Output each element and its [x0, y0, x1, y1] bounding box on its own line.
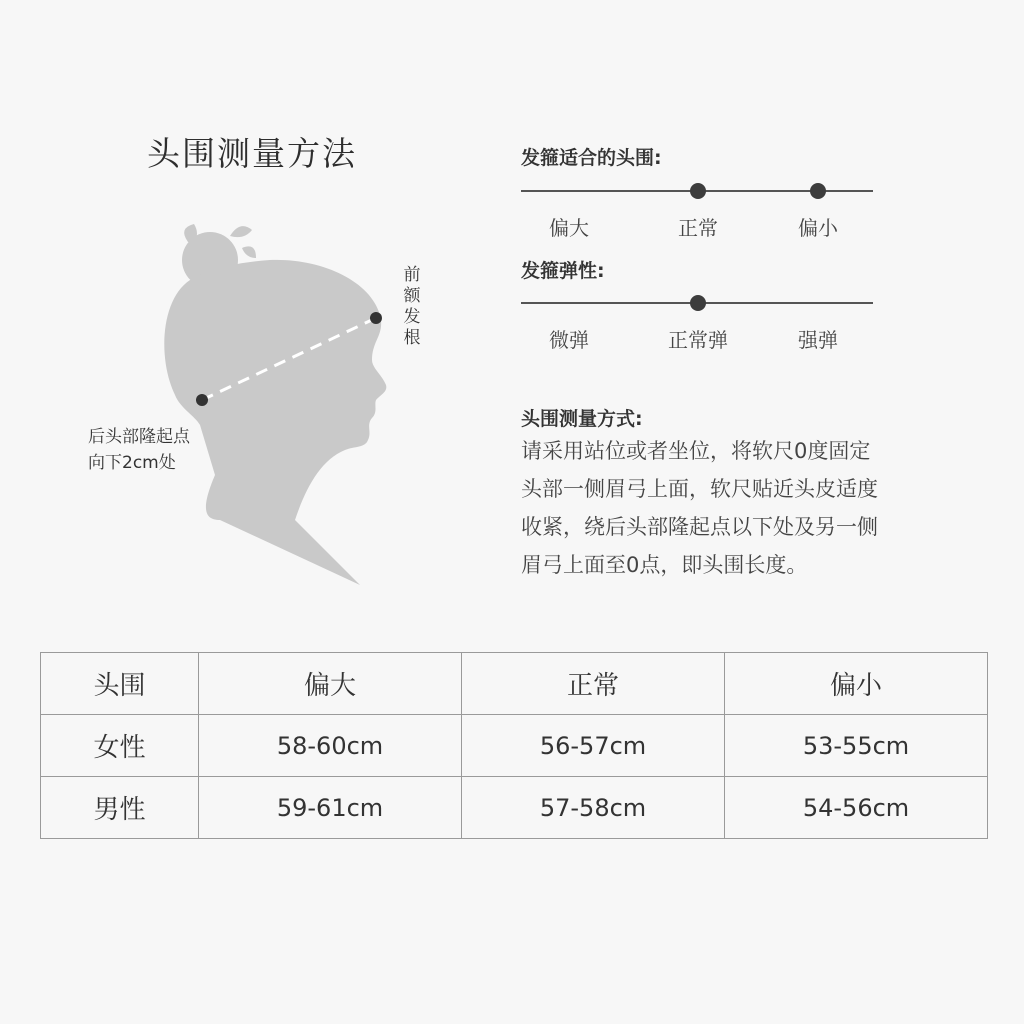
table-cell: 53-55cm [725, 715, 988, 777]
back-point-marker [196, 394, 208, 406]
method-description [521, 432, 966, 584]
header-cell-head-circumference: 头围 [41, 653, 199, 715]
back-point-label [88, 424, 190, 476]
elasticity-tick-slight: 微弹 [549, 328, 589, 352]
fit-scale-title: 发箍适合的头围: [521, 147, 662, 169]
header-cell-small: 偏小 [725, 653, 988, 715]
table-row [41, 715, 988, 777]
size-table [40, 652, 988, 839]
table-cell: 58-60cm [199, 715, 462, 777]
method-title: 头围测量方式: [521, 408, 643, 430]
elasticity-tick-normal: 正常弹 [668, 328, 728, 352]
back-point-label-line2: 向下2cm处 [88, 453, 176, 473]
fit-marker-normal [690, 183, 706, 199]
method-line: 请采用站位或者坐位，将软尺0度固定 [521, 439, 871, 463]
table-cell: 56-57cm [462, 715, 725, 777]
method-line: 头部一侧眉弓上面，软尺贴近头皮适度 [521, 477, 878, 501]
elasticity-scale-title: 发箍弹性: [521, 260, 605, 282]
table-cell: 54-56cm [725, 777, 988, 839]
fit-scale [521, 180, 873, 240]
table-cell: 57-58cm [462, 777, 725, 839]
fit-tick-normal: 正常 [678, 216, 718, 240]
elasticity-tick-strong: 强弹 [798, 328, 838, 352]
row-label-male: 男性 [41, 777, 199, 839]
elasticity-marker-normal [690, 295, 706, 311]
table-cell: 59-61cm [199, 777, 462, 839]
elasticity-scale [521, 292, 873, 352]
front-hairline-label: 前额发根 [403, 265, 421, 348]
header-cell-large: 偏大 [199, 653, 462, 715]
fit-marker-small [810, 183, 826, 199]
method-line: 收紧，绕后头部隆起点以下处及另一侧 [521, 515, 878, 539]
row-label-female: 女性 [41, 715, 199, 777]
table-row [41, 777, 988, 839]
page-title: 头围测量方法 [147, 134, 357, 173]
front-point-marker [370, 312, 382, 324]
table-header-row [41, 653, 988, 715]
back-point-label-line1: 后头部隆起点 [88, 427, 190, 447]
method-line: 眉弓上面至0点，即头围长度。 [521, 553, 808, 577]
fit-tick-large: 偏大 [549, 216, 589, 240]
header-cell-normal: 正常 [462, 653, 725, 715]
fit-tick-small: 偏小 [798, 216, 838, 240]
